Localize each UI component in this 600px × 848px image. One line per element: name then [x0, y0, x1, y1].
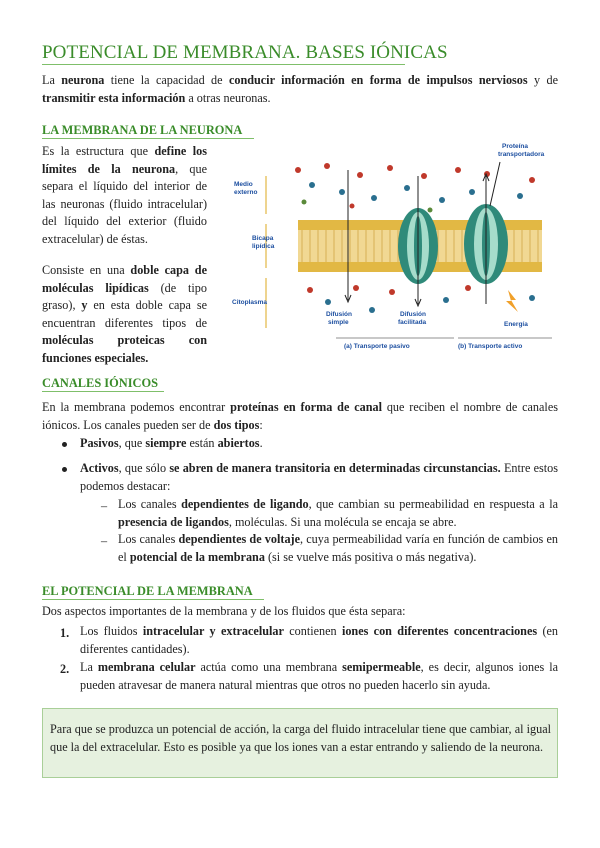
section-heading-underline [42, 138, 254, 139]
potencial-paragraph: Dos aspectos importantes de la membrana y de los fluidos que ésta separa: [42, 604, 406, 618]
text: Los fluidos [80, 624, 143, 638]
label-citoplasma: Citoplasma [232, 299, 268, 306]
membrane-paragraph-1 [42, 143, 207, 248]
intro-text-1: La [42, 73, 62, 87]
text: (si se vuelve más positiva o más negativa). [264, 549, 477, 564]
text: Entre estos podemos destacar: [80, 461, 558, 493]
page-title: POTENCIAL DE MEMBRANA. BASES IÓNICAS [42, 42, 448, 63]
text: , moléculas. Si una molécula se encaja se abre. [228, 514, 457, 529]
text: , cuya permeabilidad varía en función de cambios en el [118, 532, 558, 564]
bold-text: Pasivos [80, 436, 119, 450]
text: , que cambian su permeabilidad en respuesta a la [308, 497, 558, 511]
list-number: 2. [60, 662, 70, 676]
text: Consiste en una [42, 263, 131, 277]
text: (en diferentes cantidades). [80, 624, 559, 656]
membrane-transport-figure [232, 140, 558, 360]
intro-bold-2: conducir información en forma de impulsos nerviosos [228, 73, 528, 87]
text: (de tipo graso), [42, 280, 207, 312]
section-heading-underline [42, 599, 264, 600]
text: en esta doble capa se encuentran diferentes tipos de [42, 298, 207, 330]
section-heading-membrana: LA MEMBRANA DE LA NEURONA [42, 123, 243, 137]
sub-item-ligando [118, 496, 558, 531]
bold-text: proteínas en forma de canal [230, 400, 382, 414]
bold-text: define los límites de la neurona [42, 144, 207, 176]
extracellular-particles [295, 163, 535, 213]
caption-a: (a) Transporte pasivo [344, 343, 410, 350]
membrane-paragraph-2 [42, 262, 207, 367]
text: En la membrana podemos encontrar [42, 400, 231, 414]
intro-text-3: y de [527, 73, 558, 87]
caption-b: (b) Transporte activo [458, 343, 523, 350]
list-number: 1. [60, 626, 70, 640]
text: : [259, 417, 263, 432]
bold-text: abiertos [217, 436, 260, 450]
bullet-dot [62, 442, 67, 447]
text: , que [118, 436, 146, 450]
label-difusion-facilitada: Difusión facilitada [398, 311, 427, 326]
canales-paragraph [42, 399, 558, 434]
bold-text: presencia de ligandos [118, 514, 229, 529]
section-heading-underline [42, 391, 164, 392]
bullet-pasivos [80, 435, 558, 453]
intro-text-4: a otras neuronas. [185, 90, 271, 105]
bullet-dot [62, 467, 67, 472]
energy-icon [506, 290, 518, 312]
numbered-item-1 [80, 623, 558, 658]
text: Es la estructura que [42, 144, 155, 158]
label-medio-externo: Medio externo [234, 181, 258, 196]
dash-marker: – [101, 499, 108, 513]
callout-box: Para que se produzca un potencial de acción, la carga del fluido intracelular tiene que cambiar, al igual que la del extracelular. Esto es posible ya que los iones van a estar entrando y saliendo de la neurona. [42, 708, 558, 778]
text: , que sólo [118, 461, 170, 475]
text: actúa como una membrana [195, 660, 343, 674]
numbered-item-2 [80, 659, 558, 694]
intro-bold-1: neurona [61, 73, 105, 87]
text: La [80, 660, 98, 674]
text: contienen [283, 624, 342, 638]
intro-text-2: tiene la capacidad de [104, 73, 229, 87]
section-heading-canales: CANALES IÓNICOS [42, 376, 159, 390]
bold-text: Activos [80, 461, 119, 475]
text: que reciben el nombre de canales iónicos. Los canales pueden ser de [42, 400, 558, 432]
text: Los canales [118, 532, 179, 546]
title-underline [42, 64, 405, 65]
bold-text: iones con diferentes concentraciones [341, 624, 538, 638]
label-bicapa: Bicapa lipídica [252, 235, 275, 250]
bold-text: intracelular y extracelular [142, 624, 284, 638]
text: . [259, 436, 263, 450]
bold-text: se abren de manera transitoria en determinadas circunstancias. [169, 461, 501, 475]
text: , que separa el líquido del interior de las neuronas (fluido intracelular) del líquido del exterior (fluido extracelular) de éstas. [42, 161, 207, 246]
bold-text: membrana celular [97, 660, 196, 674]
label-energia: Energía [504, 321, 528, 328]
bold-text: moléculas proteicas con funciones especiales. [42, 333, 207, 365]
intro-paragraph [42, 72, 558, 107]
bold-text: doble capa de moléculas lipídicas [42, 263, 207, 295]
bold-text: semipermeable [342, 660, 421, 674]
bullet-activos [80, 460, 558, 495]
bold-text: potencial de la membrana [129, 549, 265, 564]
dash-marker: – [101, 534, 108, 548]
intro-bold-3: transmitir esta información [42, 90, 186, 105]
label-protein: Proteína transportadora [498, 143, 545, 158]
bold-text: siempre [145, 436, 187, 450]
text: están [186, 436, 218, 450]
text: Los canales [118, 497, 182, 511]
section-heading-potencial: EL POTENCIAL DE LA MEMBRANA [42, 584, 253, 598]
label-difusion-simple: Difusión simple [326, 311, 352, 326]
sub-item-voltaje [118, 531, 558, 566]
bold-text: dos tipos [213, 417, 260, 432]
bold-text: dependientes de voltaje [178, 532, 301, 546]
bold-text: dependientes de ligando [181, 497, 309, 511]
bold-text: y [81, 298, 88, 312]
text: , es decir, algunos iones la pueden atravesar de manera natural mientras que otros no pueden hacerlo sin ayuda. [80, 660, 558, 692]
